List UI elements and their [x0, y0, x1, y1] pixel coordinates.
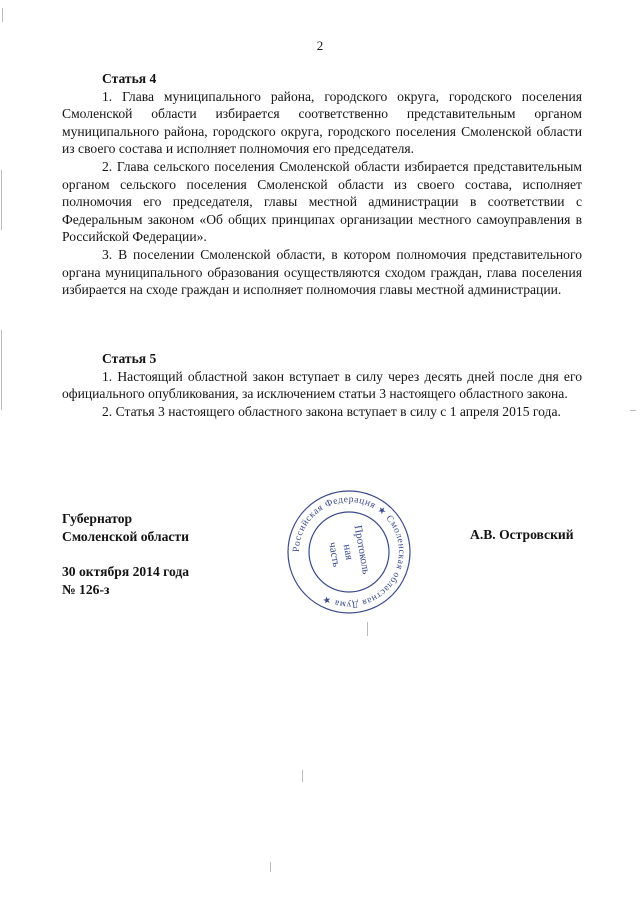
law-date-block: [62, 563, 189, 598]
signatory-title-line-1: Губернатор: [62, 511, 133, 526]
law-date: 30 октября 2014 года: [62, 564, 190, 579]
article-4-paragraph-2: 2. Глава сельского поселения Смоленской области избирается представительным органом сельского поселения Смоленской области из своего состава, исполняет полномочия его председателя, главы местной администрации в соответствии с Федеральным законом «Об общих принципах организации местного самоуправления в Российской Федерации».: [62, 158, 582, 245]
article-4: [62, 70, 582, 299]
seal-icon: [284, 487, 414, 617]
scan-margin-mark: [302, 770, 303, 782]
law-number: № 126-з: [62, 581, 110, 597]
scan-margin-mark: [367, 622, 368, 636]
seal-center-line-1: Протоколь: [351, 524, 373, 576]
scan-margin-mark: [630, 410, 636, 411]
signatory-name: А.В. Островский: [470, 527, 574, 542]
article-5-paragraph-2: 2. Статья 3 настоящего областного закона вступает в силу с 1 апреля 2015 года.: [102, 403, 561, 419]
svg-text:Российская Федерация ★ Смоленс: Российская Федерация ★ Смоленская областная Дума ★: [291, 494, 407, 610]
signatory-title: [62, 510, 189, 545]
official-seal-stamp: [284, 487, 414, 617]
page-number: 2: [316, 38, 324, 53]
article-5: [62, 350, 582, 420]
article-4-paragraph-3: 3. В поселении Смоленской области, в котором полномочия представительного органа муниципального образования осуществляются сходом граждан, глава поселения избирается на сходе граждан и исполняет полномочия главы местной администрации.: [62, 246, 582, 298]
article-5-paragraph-1: 1. Настоящий областной закон вступает в силу через десять дней после дня его официального опубликования, за исключением статьи 3 настоящего областного закона.: [62, 368, 582, 402]
seal-center-line-2: ная: [340, 543, 356, 562]
seal-center-line-3: часть: [326, 541, 343, 569]
scan-margin-mark: [2, 8, 3, 22]
signatory-title-line-2: Смоленской области: [62, 528, 189, 544]
article-5-heading: Статья 5: [102, 351, 157, 366]
article-4-paragraph-1: 1. Глава муниципального района, городского округа, городского поселения Смоленской области избирается соответственно представительным органом муниципального района, городского округа, городского поселения Смоленской области из своего состава и исполняет полномочия его председателя.: [62, 88, 582, 157]
article-4-heading: Статья 4: [102, 71, 157, 86]
scan-margin-mark: [270, 862, 271, 872]
scan-margin-mark: [1, 170, 2, 230]
scan-margin-mark: [1, 330, 2, 410]
